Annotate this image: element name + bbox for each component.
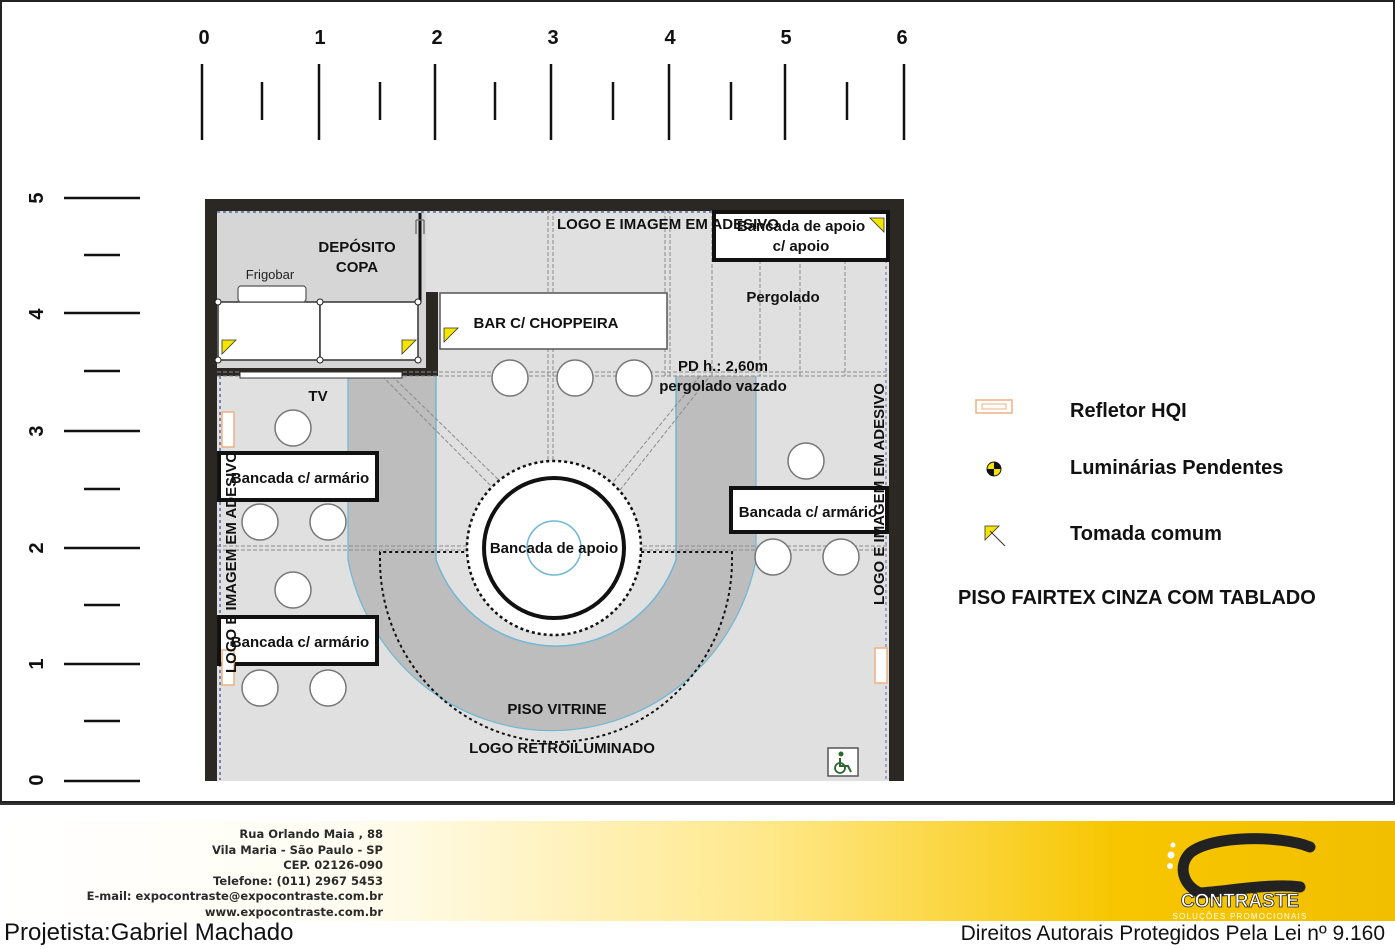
legend: [958, 400, 1316, 609]
address-line: Vila Maria - São Paulo - SP: [211, 842, 383, 857]
contraste-logo: [1160, 833, 1316, 923]
address-line: Rua Orlando Maia , 88: [239, 827, 383, 841]
frigobar-label: Frigobar: [245, 267, 295, 282]
ruler-label: 5: [780, 27, 792, 49]
designer-name: Projetista:Gabriel Machado: [4, 919, 294, 946]
height-label-2: pergolado vazado: [659, 378, 787, 395]
legend-reflector: Refletor HQI: [1070, 400, 1187, 422]
ruler-label: 0: [198, 27, 210, 49]
cabinet-counter-label-1: Bancada c/ armário: [230, 470, 370, 487]
phone-line: Telefone: (011) 2967 5453: [213, 873, 383, 888]
pendant-light-icon: [987, 462, 1001, 476]
cabinet-counter-label-2: Bancada c/ armário: [230, 634, 370, 651]
logo-top-label: LOGO E IMAGEM EM ADESIVO: [557, 216, 779, 233]
ruler-label: 5: [26, 192, 48, 204]
ruler-label: 1: [26, 658, 48, 670]
pergola-label: Pergolado: [746, 289, 820, 306]
tv-label: TV: [308, 388, 328, 405]
brand-name: CONTRASTE: [1180, 891, 1300, 912]
accessibility-icon: [828, 748, 858, 776]
email-line: E-mail: expocontraste@expocontraste.com.br: [86, 889, 383, 903]
logo-left-label: LOGO E IMAGEM EM ADESIVO: [223, 451, 240, 673]
ruler-label: 1: [314, 27, 326, 49]
top-ruler: [198, 27, 907, 140]
storage-label-2: COPA: [335, 259, 379, 276]
reflector-legend-icon: [976, 400, 1012, 413]
copyright-notice: Direitos Autorais Protegidos Pela Lei nº 9.160: [960, 922, 1385, 945]
frigobar-box: [238, 286, 306, 302]
ruler-label: 3: [547, 27, 559, 49]
footer: [0, 803, 1395, 949]
contact-block: [87, 827, 383, 920]
outlet-legend-icon: [985, 526, 1005, 546]
ruler-label: 3: [26, 425, 48, 437]
bar-label: BAR C/ CHOPPEIRA: [473, 315, 619, 332]
address-line: CEP. 02126-090: [283, 858, 383, 872]
height-label-1: PD h.: 2,60m: [677, 358, 769, 375]
left-ruler: [26, 192, 140, 785]
ruler-label: 4: [664, 27, 676, 49]
website-line: www.expocontraste.com.br: [204, 904, 383, 919]
vitrine-label: PISO VITRINE: [507, 701, 607, 718]
legend-floor: PISO FAIRTEX CINZA COM TABLADO: [958, 587, 1316, 609]
logo-right-label: LOGO E IMAGEM EM ADESIVO: [871, 383, 888, 605]
legend-outlet: Tomada comum: [1070, 523, 1222, 545]
support-counter-label-2: c/ apoio: [772, 238, 830, 255]
ruler-label: 4: [26, 308, 48, 320]
cabinet-counter-label-3: Bancada c/ armário: [738, 504, 878, 521]
ruler-label: 2: [431, 27, 443, 49]
brand-tagline: SOLUÇÕES PROMOCIONAIS: [1172, 912, 1308, 921]
storage-label-1: DEPÓSITO: [318, 239, 396, 256]
support-counter-label-1: Bancada de apoio: [736, 218, 866, 235]
tv-panel: [240, 372, 402, 378]
retro-logo-label: LOGO RETROILUMINADO: [469, 740, 655, 757]
ruler-label: 0: [26, 774, 48, 786]
central-counter-label: Bancada de apoio: [489, 540, 619, 557]
legend-pendant: Luminárias Pendentes: [1070, 457, 1284, 479]
ruler-label: 2: [26, 542, 48, 554]
ruler-label: 6: [896, 27, 908, 49]
footer-divider: [0, 803, 1395, 805]
